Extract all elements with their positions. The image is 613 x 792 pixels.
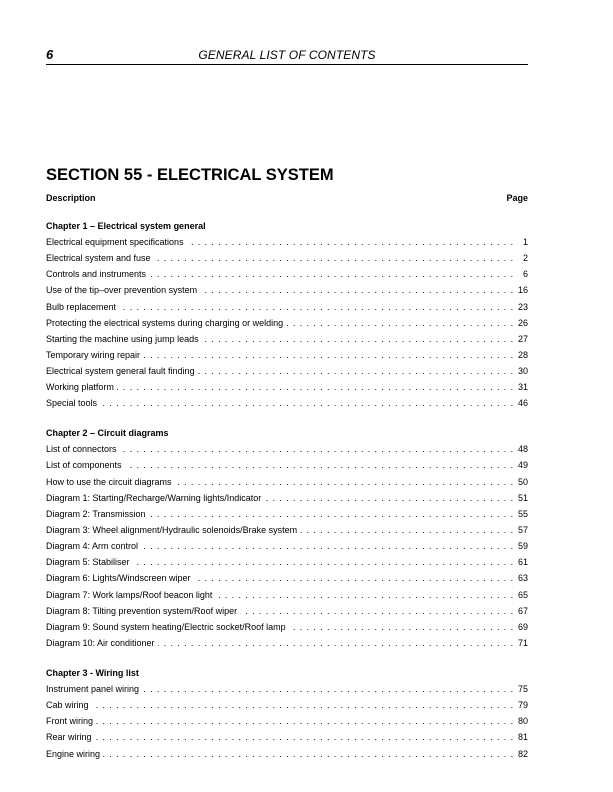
toc-entry — [46, 729, 528, 745]
toc-entry — [46, 570, 528, 586]
toc-entry — [46, 282, 528, 298]
toc-entry-page: 50 — [517, 476, 528, 487]
toc-entry — [46, 619, 528, 635]
dot-leader — [198, 363, 514, 379]
toc-entry — [46, 713, 528, 729]
toc-entry-page: 67 — [517, 605, 528, 616]
toc-entry — [46, 363, 528, 379]
toc-entry-page: 51 — [517, 492, 528, 503]
toc-entry-label: Instrument panel wiring — [46, 683, 140, 694]
dot-leader — [120, 441, 514, 457]
toc-entry-label: Bulb replacement — [46, 301, 117, 312]
toc-entry-label: Cab wiring — [46, 700, 89, 711]
toc-entry-page: 49 — [517, 460, 528, 471]
toc-entry-page: 26 — [517, 317, 528, 328]
toc-entry — [46, 681, 528, 697]
toc-entry-label: Controls and instruments — [46, 269, 147, 280]
chapter-title: Chapter 1 – Electrical system general — [46, 221, 206, 231]
toc-entry-page: 28 — [517, 349, 528, 360]
toc-entry-label: Working platform — [46, 382, 114, 393]
column-headings — [46, 193, 528, 203]
dot-leader — [175, 474, 514, 490]
toc-entry-page: 48 — [517, 444, 528, 455]
toc-entry-label: Temporary wiring repair — [46, 349, 141, 360]
section-title: SECTION 55 - ELECTRICAL SYSTEM — [46, 166, 334, 184]
dot-leader — [100, 395, 514, 411]
toc-entry-page: 81 — [517, 732, 528, 743]
toc-entry-label: Use of the tip–over prevention system — [46, 285, 198, 296]
dot-leader — [92, 697, 514, 713]
toc-entry-label: Diagram 8: Tilting prevention system/Roof wiper — [46, 605, 238, 616]
toc-entry-label: Diagram 5: Stabiliser — [46, 557, 130, 568]
toc-entry-label: Diagram 2: Transmission — [46, 508, 146, 519]
dot-leader — [143, 347, 514, 363]
toc-entry-label: List of components — [46, 460, 122, 471]
dot-leader — [141, 538, 514, 554]
description-column-label: Description — [46, 193, 96, 203]
dot-leader — [264, 490, 514, 506]
dot-leader — [300, 522, 514, 538]
toc-entry — [46, 234, 528, 250]
toc-entry — [46, 331, 528, 347]
toc-entry-page: 80 — [517, 716, 528, 727]
toc-entry — [46, 395, 528, 411]
dot-leader — [289, 619, 514, 635]
toc-entry — [46, 587, 528, 603]
chapter-title: Chapter 2 – Circuit diagrams — [46, 428, 169, 439]
dot-leader — [125, 457, 514, 473]
toc-entry-label: Diagram 9: Sound system heating/Electric socket/Roof lamp — [46, 621, 286, 632]
toc-entry — [46, 299, 528, 315]
dot-leader — [117, 379, 514, 395]
toc-entry-page: 61 — [517, 557, 528, 568]
toc-entry — [46, 266, 528, 282]
dot-leader — [103, 746, 514, 762]
toc-entry — [46, 506, 528, 522]
toc-entry — [46, 746, 528, 762]
toc-entry-page: 2 — [522, 253, 528, 264]
chapter-2 — [46, 425, 528, 651]
toc-entry-label: Electrical system general fault finding — [46, 366, 195, 377]
toc-entry-page: 16 — [517, 285, 528, 296]
toc-entry-label: Diagram 6: Lights/Windscreen wiper — [46, 573, 191, 584]
toc-entry-page: 30 — [517, 366, 528, 377]
toc-entry-page: 31 — [517, 382, 528, 393]
toc-entry-page: 46 — [517, 398, 528, 409]
table-of-contents — [46, 218, 528, 762]
dot-leader — [194, 570, 514, 586]
toc-entry-page: 69 — [517, 621, 528, 632]
toc-entry-label: List of connectors — [46, 444, 117, 455]
toc-entry — [46, 554, 528, 570]
toc-entry — [46, 379, 528, 395]
toc-entry-page: 79 — [517, 700, 528, 711]
toc-entry-page: 57 — [517, 525, 528, 536]
toc-entry-page: 82 — [517, 748, 528, 759]
toc-entry-label: Electrical equipment specifications — [46, 237, 184, 247]
toc-entry — [46, 441, 528, 457]
chapter-title: Chapter 3 - Wiring list — [46, 667, 139, 678]
toc-entry-label: Electrical system and fuse — [46, 253, 151, 264]
toc-entry-label: Special tools — [46, 398, 98, 409]
toc-entry-label: Rear wiring — [46, 732, 92, 743]
dot-leader — [202, 331, 514, 347]
dot-leader — [95, 729, 514, 745]
toc-entry-label: Diagram 1: Starting/Recharge/Warning lights/Indicator — [46, 492, 262, 503]
toc-entry — [46, 315, 528, 331]
dot-leader — [154, 250, 514, 266]
toc-entry-label: Diagram 3: Wheel alignment/Hydraulic solenoids/Brake system — [46, 525, 298, 536]
toc-entry — [46, 490, 528, 506]
toc-entry-page: 1 — [522, 237, 528, 247]
toc-entry — [46, 250, 528, 266]
toc-entry — [46, 522, 528, 538]
dot-leader — [240, 603, 514, 619]
toc-entry-label: Front wiring — [46, 716, 94, 727]
toc-entry-label: Diagram 4: Arm control — [46, 541, 139, 552]
chapter-3 — [46, 665, 528, 762]
toc-entry-page: 75 — [517, 683, 528, 694]
dot-leader — [215, 587, 514, 603]
header-title: GENERAL LIST OF CONTENTS — [198, 48, 376, 62]
dot-leader — [149, 266, 514, 282]
toc-entry-label: Engine wiring — [46, 748, 101, 759]
dot-leader — [142, 681, 514, 697]
toc-entry — [46, 538, 528, 554]
toc-entry-page: 59 — [517, 541, 528, 552]
dot-leader — [133, 554, 514, 570]
toc-entry-page: 65 — [517, 589, 528, 600]
toc-entry-label: Protecting the electrical systems during charging or welding — [46, 317, 284, 328]
page-header — [46, 47, 528, 65]
toc-entry-page: 63 — [517, 573, 528, 584]
page-number: 6 — [46, 47, 54, 62]
toc-entry-label: Starting the machine using jump leads — [46, 333, 199, 344]
toc-entry-label: Diagram 7: Work lamps/Roof beacon light — [46, 589, 213, 600]
toc-entry-label: How to use the circuit diagrams — [46, 476, 172, 487]
dot-leader — [149, 506, 514, 522]
toc-entry — [46, 697, 528, 713]
toc-entry-page: 6 — [522, 269, 528, 280]
dot-leader — [96, 713, 514, 729]
toc-entry-page: 55 — [517, 508, 528, 519]
dot-leader — [187, 234, 514, 250]
dot-leader — [286, 315, 514, 331]
toc-entry — [46, 603, 528, 619]
dot-leader — [200, 282, 514, 298]
dot-leader — [119, 299, 514, 315]
toc-entry-page: 27 — [517, 333, 528, 344]
toc-entry — [46, 635, 528, 651]
page-column-label: Page — [506, 193, 528, 203]
toc-entry-label: Diagram 10: Air conditioner — [46, 638, 155, 649]
toc-entry — [46, 347, 528, 363]
chapter-1 — [46, 218, 528, 412]
toc-entry-page: 71 — [517, 638, 528, 649]
toc-entry-page: 23 — [517, 301, 528, 312]
toc-entry — [46, 474, 528, 490]
toc-entry — [46, 457, 528, 473]
dot-leader — [158, 635, 514, 651]
